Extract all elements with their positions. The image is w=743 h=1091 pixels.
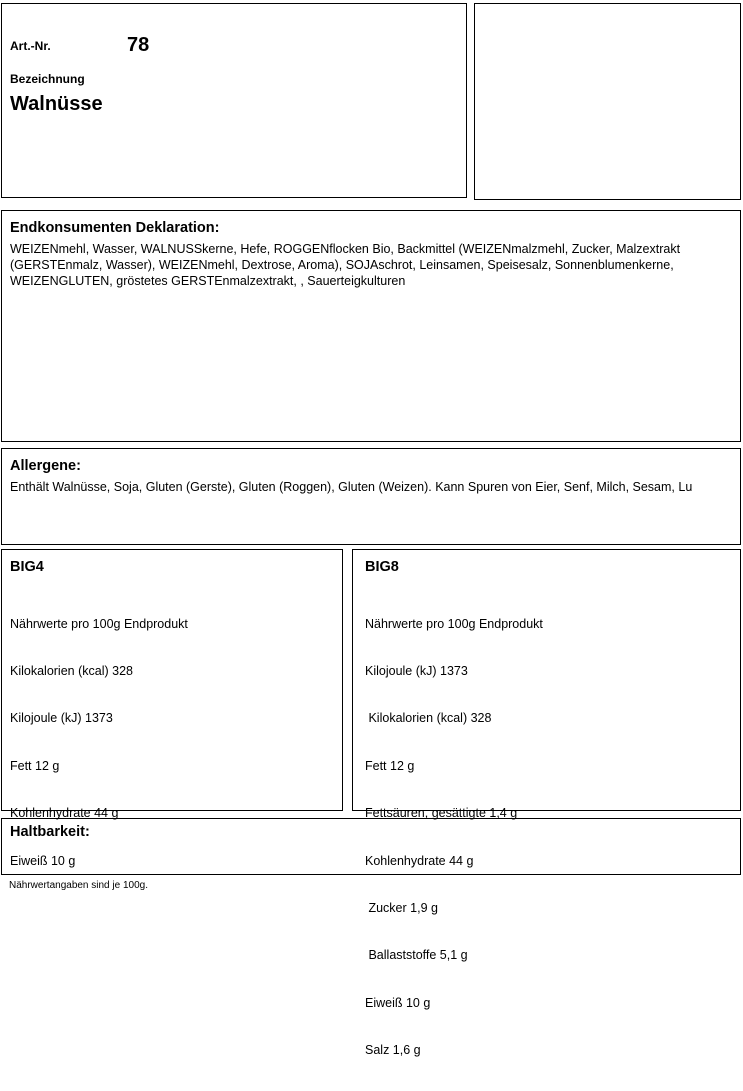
nutrition-line: Kilokalorien (kcal) 328 (365, 711, 492, 726)
nutrition-line: Zucker 1,9 g (365, 900, 438, 915)
nutrition-line: Nährwerte pro 100g Endprodukt (10, 616, 188, 631)
designation-label: Bezeichnung (10, 72, 85, 86)
allergens-text: Enthält Walnüsse, Soja, Gluten (Gerste), Gluten (Roggen), Gluten (Weizen). Kann Spuren von Eier, Senf, Milch, Sesam, Lu (10, 480, 693, 494)
nutrition-line: Eiweiß 10 g (10, 853, 76, 868)
nutrition-line: Salz 1,6 g (365, 1043, 421, 1058)
nutrition-line: Fett 12 g (365, 758, 415, 773)
nutrition-line: Kohlenhydrate 44 g (10, 806, 119, 821)
nutrition-line: Kilojoule (kJ) 1373 (365, 663, 468, 678)
footnote: Nährwertangaben sind je 100g. (9, 880, 148, 891)
nutrition-line: Eiweiß 10 g (365, 995, 431, 1010)
allergens-box (1, 448, 741, 545)
big8-nutrition-box (352, 549, 741, 1058)
declaration-title: Endkonsumenten Deklaration: (10, 220, 220, 236)
declaration-box (1, 210, 741, 442)
article-number-label: Art.-Nr. (10, 39, 51, 53)
big4-title: BIG4 (10, 559, 44, 575)
shelf-life-box (1, 818, 741, 875)
article-number-value: 78 (127, 34, 150, 56)
header-box (1, 3, 467, 198)
declaration-text: WEIZENmehl, Wasser, WALNUSSkerne, Hefe, ROGGENflocken Bio, Backmittel (WEIZENmalzmehl, Zucker, Malzextrakt (GERSTEnmalz, Wasser), WEIZENmehl, Dextrose, Aroma), SOJAschrot, Leinsamen, Speisesalz, Sonnenblumenkerne, WEIZENGLUTEN, gröstetes GERSTEnmalzextrakt, , Sauerteigkulturen (10, 242, 681, 288)
nutrition-line: Ballaststoffe 5,1 g (365, 948, 468, 963)
shelf-life-title: Haltbarkeit: (10, 824, 90, 840)
designation-value: Walnüsse (10, 93, 103, 115)
nutrition-line: Fett 12 g (10, 758, 60, 773)
nutrition-line: Kilokalorien (kcal) 328 (10, 663, 133, 678)
nutrition-line: Fettsäuren, gesättigte 1,4 g (365, 806, 518, 821)
nutrition-line: Nährwerte pro 100g Endprodukt (365, 616, 543, 631)
allergens-title: Allergene: (10, 458, 81, 474)
nutrition-line: Kohlenhydrate 44 g (365, 853, 474, 868)
big8-title: BIG8 (365, 559, 399, 575)
nutrition-line: Kilojoule (kJ) 1373 (10, 711, 113, 726)
product-image-box (474, 3, 741, 200)
